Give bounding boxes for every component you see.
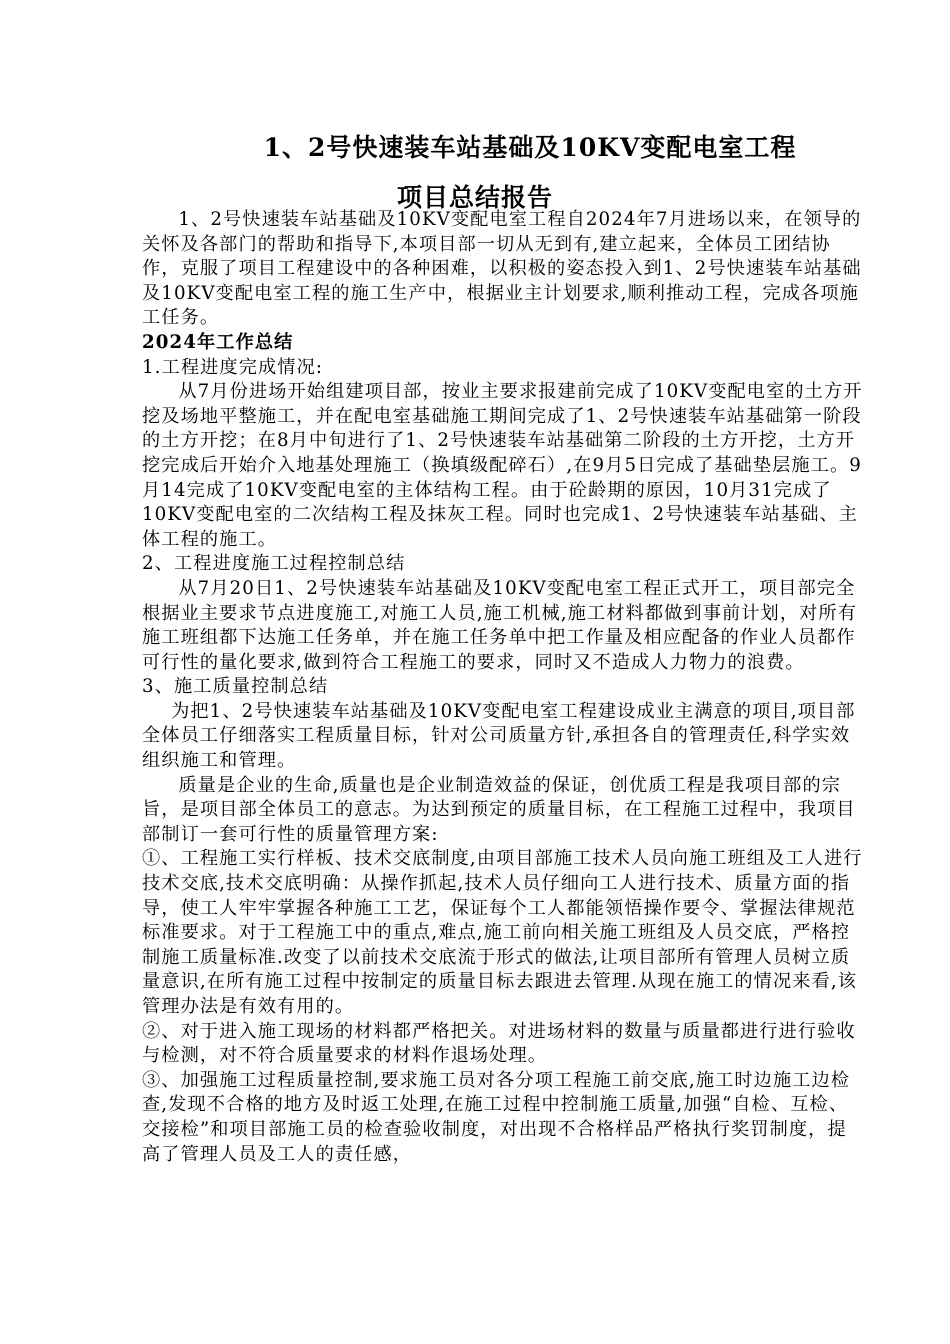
list-item-2: ②、对于进入施工现场的材料都严格把关。对进场材料的数量与质量都进行进行验收与检测，对不符合质量要求的材料作退场处理。 [142, 1020, 856, 1067]
list-item-3: ③、加强施工过程质量控制,要求施工员对各分项工程施工前交底,施工时边施工边检查,发现不合格的地方及时返工处理,在施工过程中控制施工质量,加强“自检、互检、交接检”和项目部施工员的检查验收制度，对出现不合格样品严格执行奖罚制度，提高了管理人员及工人的责任感， [142, 1069, 851, 1165]
s2-paragraph: 从7月20日1、2号快速装车站基础及10KV变配电室工程正式开工，项目部完全根据业主要求节点进度施工,对施工人员,施工机械,施工材料都做到事前计划，对所有施工班组都下达施工任务单，并在施工任务单中把工作量及相应配备的作业人员都作可行性的量化要求,做到符合工程施工的要求，同时又不造成人力物力的浪费。 [142, 577, 857, 673]
s2-heading: 2、工程进度施工过程控制总结 [142, 553, 406, 575]
s3-heading: 3、施工质量控制总结 [142, 676, 329, 698]
document-body [142, 208, 864, 1167]
s3-paragraph-2: 质量是企业的生命,质量也是企业制造效益的保证，创优质工程是我项目部的宗旨，是项目部全体员工的意志。为达到预定的质量目标，在工程施工过程中，我项目部制订一套可行性的质量管理方案: [142, 774, 856, 845]
document-title-line2: 项目总结报告 [396, 183, 553, 212]
intro-paragraph: 1、2号快速装车站基础及10KV变配电室工程自2024年7月进场以来，在领导的关怀及各部门的帮助和指导下,本项目部一切从无到有,建立起来，全体员工团结协作，克服了项目工程建设中的各种困难，以积极的姿态投入到1、2号快速装车站基础及10KV变配电室工程的施工生产中，根据业主计划要求,顺利推动工程，完成各项施工任务。 [142, 209, 862, 329]
s1-paragraph: 从7月份进场开始组建项目部，按业主要求报建前完成了10KV变配电室的土方开挖及场地平整施工，并在配电室基础施工期间完成了1、2号快速装车站基础第一阶段的土方开挖；在8月中旬进行了1、2号快速装车站基础第二阶段的土方开挖，土方开挖完成后开始介入地基处理施工（换填级配碎石）,在9月5日完成了基础垫层施工。9月14完成了10KV变配电室的主体结构工程。由于砼龄期的原因，10月31完成了10KV变配电室的二次结构工程及抹灰工程。同时也完成1、2号快速装车站基础、主体工程的施工。 [142, 381, 863, 550]
list-item-1: ①、工程施工实行样板、技术交底制度,由项目部施工技术人员向施工班组及工人进行技术交底,技术交底明确：从操作抓起,技术人员仔细向工人进行技术、质量方面的指导，使工人牢牢掌握各种施工工艺，保证每个工人都能领悟操作要令、掌握法律规范标准要求。对于工程施工中的重点,难点,施工前向相关施工班组及人员交底，严格控制施工质量标准.改变了以前技术交底流于形式的做法,让项目部所有管理人员树立质量意识,在所有施工过程中按制定的质量目标去跟进去管理.从现在施工的情况来看,该管理办法是有效有用的。 [142, 848, 863, 1017]
s3-paragraph-1: 为把1、2号快速装车站基础及10KV变配电室工程建设成业主满意的项目,项目部全体员工仔细落实工程质量目标，针对公司质量方针,承担各自的管理责任,科学实效组织施工和管理。 [142, 700, 856, 772]
section-heading: 2024年工作总结 [142, 331, 294, 353]
document-title-line1: 1、2号快速装车站基础及10KV变配电室工程 [263, 133, 797, 162]
s1-heading: 1.工程进度完成情况: [142, 356, 324, 378]
